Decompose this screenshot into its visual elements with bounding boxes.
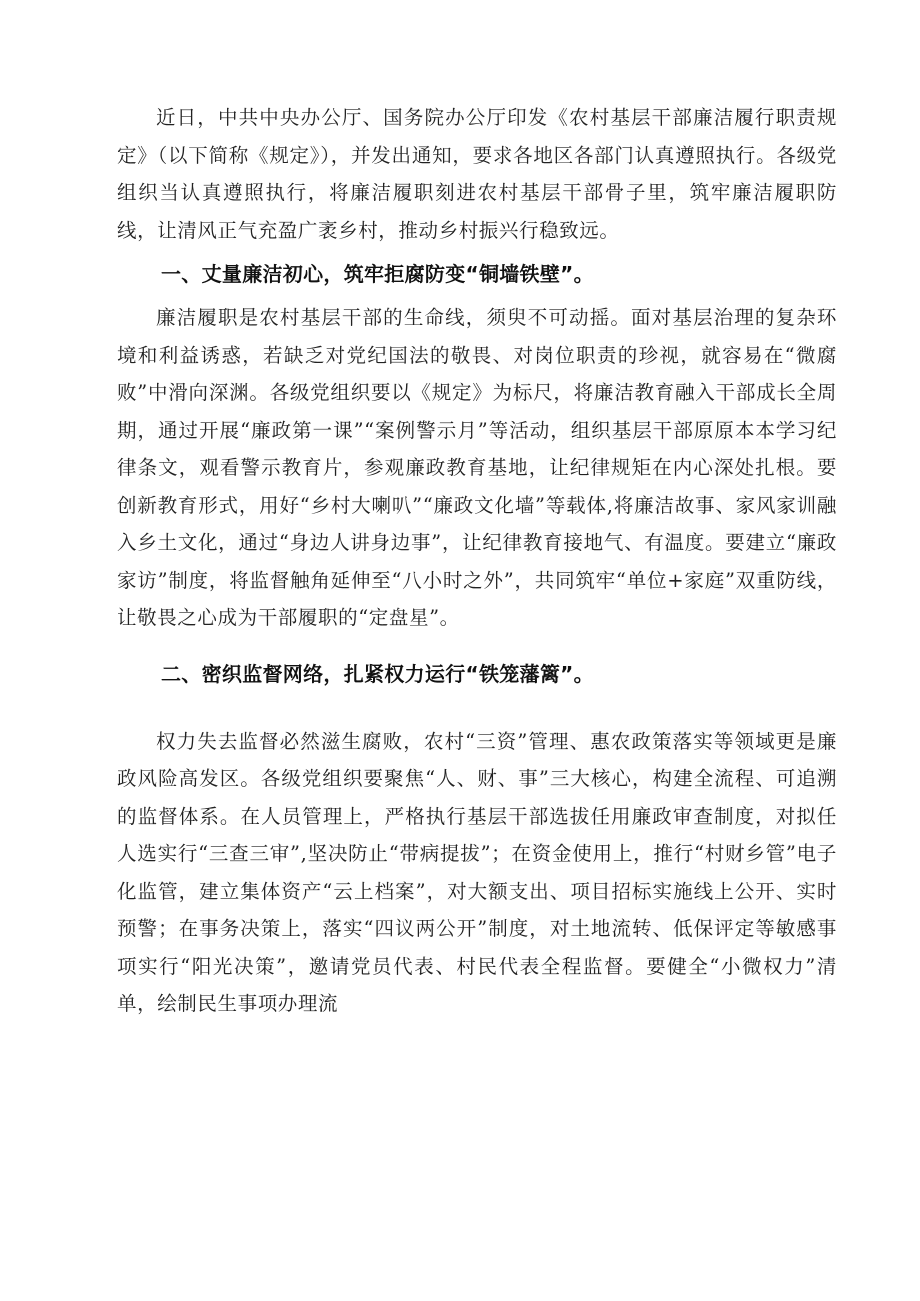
intro-paragraph: 近日，中共中央办公厅、国务院办公厅印发《农村基层干部廉洁履行职责规定》（以下简称《规定》），并发出通知，要求各地区各部门认真遵照执行。各级党组织当认真遵照执行，将廉洁履职刻进农村基层干部骨子里，筑牢廉洁履职防线，让清风正气充盈广袤乡村，推动乡村振兴行稳致远。: [117, 106, 837, 242]
section-1-heading: 一、丈量廉洁初心，筑牢拒腐防变“铜墙铁壁”。: [161, 262, 594, 286]
section-2-paragraph: 权力失去监督必然滋生腐败，农村“三资”管理、惠农政策落实等领域更是廉政风险高发区。各级党组织要聚焦“人、财、事”三大核心，构建全流程、可追溯的监督体系。在人员管理上，严格执行基层干部选拔任用廉政审查制度，对拟任人选实行“三查三审”,坚决防止“带病提拔”；在资金使用上，推行“村财乡管”电子化监管，建立集体资产“云上档案”，对大额支出、项目招标实施线上公开、实时预警；在事务决策上，落实“四议两公开”制度，对土地流转、低保评定等敏感事项实行“阳光决策”，邀请党员代表、村民代表全程监督。要健全“小微权力”清单，绘制民生事项办理流: [117, 729, 837, 1015]
document-body: [117, 99, 837, 1023]
section-2-heading: 二、密织监督网络，扎紧权力运行“铁笼藩篱”。: [161, 661, 594, 686]
section-1-paragraph: 廉洁履职是农村基层干部的生命线，须臾不可动摇。面对基层治理的复杂环境和利益诱惑，若缺乏对党纪国法的敬畏、对岗位职责的珍视，就容易在“微腐败”中滑向深渊。各级党组织要以《规定》为标尺，将廉洁教育融入干部成长全周期，通过开展“廉政第一课”“案例警示月”等活动，组织基层干部原原本本学习纪律条文，观看警示教育片，参观廉政教育基地，让纪律规矩在内心深处扎根。要创新教育形式，用好“乡村大喇叭”“廉政文化墙”等载体,将廉洁故事、家风家训融入乡土文化，通过“身边人讲身边事”，让纪律教育接地气、有温度。要建立“廉政家访”制度，将监督触角延伸至“八小时之外”，共同筑牢“单位+家庭”双重防线，让敬畏之心成为干部履职的“定盘星”。: [117, 306, 837, 629]
